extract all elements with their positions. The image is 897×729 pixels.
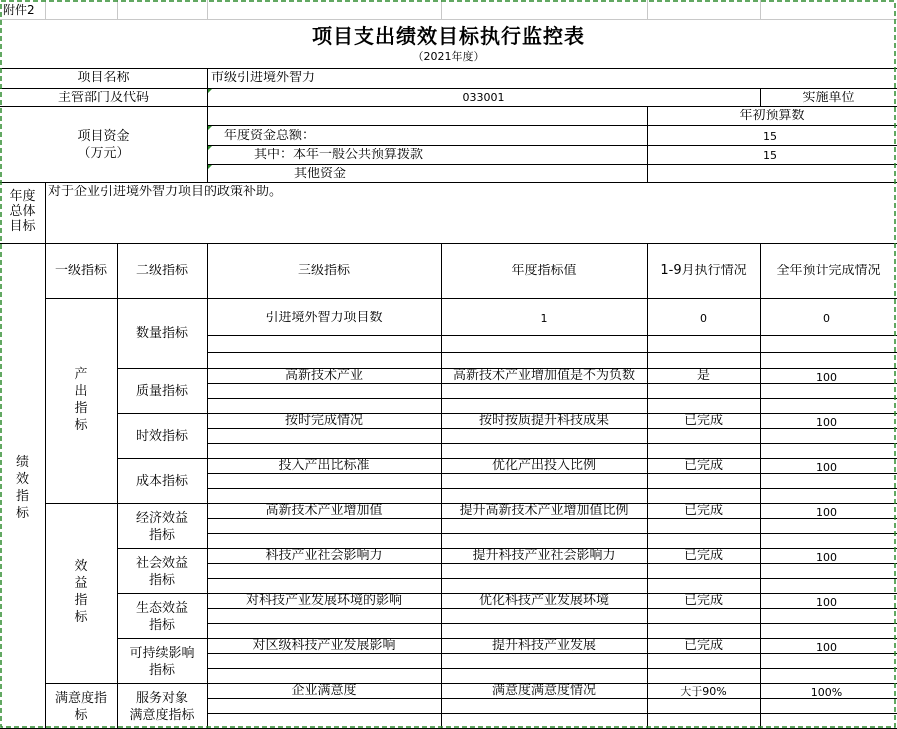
perf-label [0,454,45,522]
output-label-char: 标 [74,418,88,433]
funds-label-line1: 项目资金 [77,129,130,144]
forecast-cell: 100 [816,371,837,384]
forecast-cell: 100 [816,416,837,429]
header-annual-value: 年度指标值 [511,264,577,278]
cell-corner-mark [208,165,212,169]
funds-label-line2: （万元） [77,146,130,161]
level2-label-line: 时效指标 [135,429,188,444]
total-funds-label: 年度资金总额： [224,129,316,143]
perf-label-char: 指 [15,489,29,504]
level3-cell: 高新技术产业增加值 [265,504,383,518]
header-level2: 二级指标 [135,264,188,278]
level3-cell: 企业满意度 [291,684,357,698]
dept-label: 主管部门及代码 [57,91,149,105]
forecast-cell: 100 [816,596,837,609]
exec-cell: 已完成 [683,459,723,473]
perf-label-char: 绩 [15,455,29,470]
header-forecast: 全年预计完成情况 [776,264,881,278]
level2-label-line: 指标 [148,528,175,543]
exec-cell: 已完成 [683,594,723,608]
annual-value-cell: 提升高新技术产业增加值比例 [459,504,629,518]
annual-goal-label-line: 年度 [9,189,36,204]
project-name-value: 市级引进境外智力 [211,71,316,85]
annual-value-cell: 提升科技产业发展 [491,639,596,653]
forecast-cell: 100 [816,551,837,564]
header-exec: 1-9月执行情况 [660,264,747,278]
project-name-label: 项目名称 [77,71,130,85]
total-funds-value: 15 [763,130,777,143]
funds-label [0,128,207,162]
level2-label-line: 经济效益 [135,511,188,526]
level2-label-line: 指标 [148,663,175,678]
annual-value-cell: 按时按质提升科技成果 [478,414,609,428]
impl-unit-label: 实施单位 [802,91,855,105]
annual-goal-label-line: 目标 [9,219,36,234]
page-title: 项目支出绩效目标执行监控表 [312,24,585,48]
annual-goal-label [0,189,45,234]
output-label-char: 指 [74,401,88,416]
level2-label [117,326,207,341]
annual-value-cell: 满意度满意度情况 [491,684,596,698]
forecast-cell: 100 [816,461,837,474]
level3-cell: 科技产业社会影响力 [265,549,383,563]
budget-header: 年初预算数 [739,109,805,123]
annual-goal-text: 对于企业引进境外智力项目的政策补助。 [48,185,283,199]
annual-goal-label-line: 总体 [9,204,36,219]
annual-value-cell: 提升科技产业社会影响力 [472,549,616,563]
exec-cell: 是 [696,369,710,383]
forecast-cell: 0 [823,312,830,325]
level3-cell: 高新技术产业 [284,369,363,383]
exec-cell: 已完成 [683,549,723,563]
benefit-label-char: 益 [74,576,88,591]
level2-label [117,600,207,634]
forecast-cell: 100 [816,641,837,654]
annual-value-cell: 高新技术产业增加值是不为负数 [452,369,635,383]
level2-label-line: 服务对象 [135,691,188,706]
perf-label-char: 效 [15,472,29,487]
exec-cell: 0 [700,312,707,325]
satisfaction-label-line: 满意度指 [54,691,107,706]
benefit-label-char: 指 [74,593,88,608]
level3-cell: 引进境外智力项目数 [265,311,383,325]
level3-cell: 按时完成情况 [284,414,363,428]
level2-label [117,690,207,724]
benefit-indicator-label [45,558,117,626]
forecast-cell: 100% [810,686,843,699]
level2-label-line: 指标 [148,618,175,633]
level2-label [117,384,207,399]
level3-cell: 对科技产业发展环境的影响 [245,594,402,608]
benefit-label-char: 标 [74,610,88,625]
dept-code-value: 033001 [462,91,505,104]
exec-cell: 大于90% [680,685,727,698]
level2-label-line: 指标 [148,573,175,588]
level3-cell: 对区级科技产业发展影响 [252,639,396,653]
level2-label-line: 满意度指标 [129,708,195,723]
level2-label-line: 生态效益 [135,601,188,616]
header-level3: 三级指标 [297,264,350,278]
perf-label-char: 标 [15,506,29,521]
level2-label-line: 质量指标 [135,384,188,399]
level3-cell: 投入产出比标准 [278,459,370,473]
level2-label [117,555,207,589]
level2-label [117,429,207,444]
satisfaction-indicator-label [45,690,117,724]
forecast-cell: 100 [816,506,837,519]
level2-label-line: 可持续影响 [129,646,195,661]
level2-label-line: 社会效益 [135,556,188,571]
header-level1: 一级指标 [54,264,107,278]
general-budget-value: 15 [763,149,777,162]
annual-value-cell: 优化科技产业发展环境 [478,594,609,608]
level2-label [117,510,207,544]
exec-cell: 已完成 [683,414,723,428]
level2-label [117,474,207,489]
attachment-label: 附件2 [3,3,35,17]
exec-cell: 已完成 [683,639,723,653]
other-funds-label: 其他资金 [294,167,347,181]
page-subtitle: （2021年度） [412,50,485,63]
output-label-char: 产 [74,367,88,382]
annual-value-cell: 优化产出投入比例 [491,459,596,473]
benefit-label-char: 效 [74,559,88,574]
output-indicator-label [45,366,117,434]
level2-label-line: 成本指标 [135,474,188,489]
cell-corner-mark [208,126,212,130]
exec-cell: 已完成 [683,504,723,518]
cell-corner-mark [208,146,212,150]
general-budget-label: 其中：本年一般公共预算拨款 [254,148,424,162]
annual-value-cell: 1 [540,312,548,325]
output-label-char: 出 [74,384,88,399]
satisfaction-label-line: 标 [74,708,88,723]
level2-label-line: 数量指标 [135,326,188,341]
level2-label [117,645,207,679]
